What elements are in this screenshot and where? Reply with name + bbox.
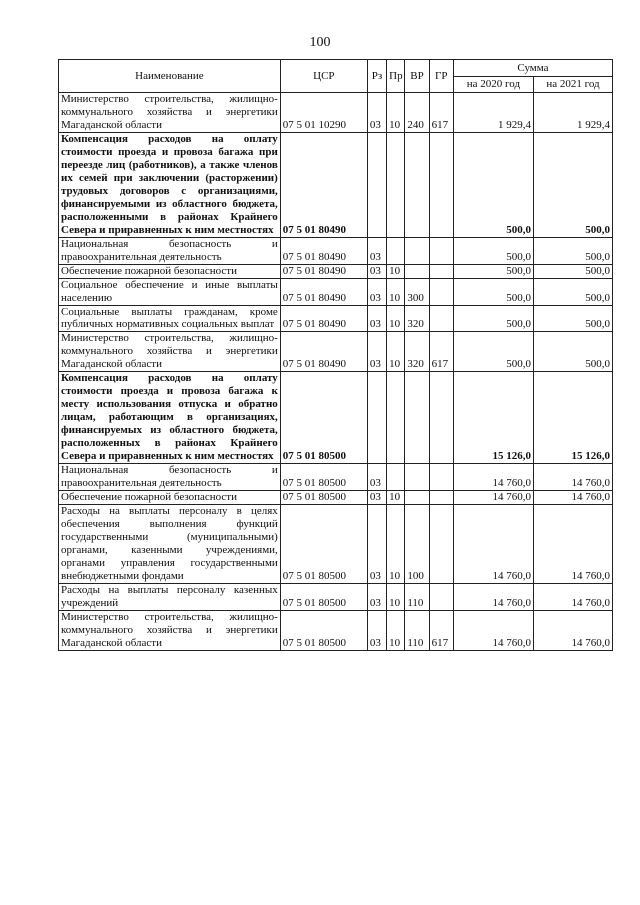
cell-csr: 07 5 01 80490 <box>280 332 367 372</box>
cell-csr: 07 5 01 80490 <box>280 132 367 237</box>
cell-vr: 100 <box>405 505 429 584</box>
cell-name: Социальные выплаты гражданам, кроме публичных нормативных социальных выплат <box>59 305 281 332</box>
cell-vr <box>405 264 429 278</box>
cell-y2021: 14 760,0 <box>533 505 612 584</box>
cell-name: Национальная безопасность и правоохранительная деятельность <box>59 237 281 264</box>
cell-name: Расходы на выплаты персоналу в целях обеспечения выполнения функций государственными (муниципальными) органами, казенными учреждениями, органами управления государственными внебюджетными фондами <box>59 505 281 584</box>
cell-vr <box>405 132 429 237</box>
header-rz: Рз <box>367 60 386 93</box>
cell-y2021: 500,0 <box>533 132 612 237</box>
table-row <box>59 583 613 610</box>
cell-csr: 07 5 01 80490 <box>280 264 367 278</box>
cell-name: Социальное обеспечение и иные выплаты населению <box>59 278 281 305</box>
table-row <box>59 505 613 584</box>
cell-vr: 320 <box>405 332 429 372</box>
cell-csr: 07 5 01 80490 <box>280 278 367 305</box>
header-csr: ЦСР <box>280 60 367 93</box>
cell-y2021: 14 760,0 <box>533 491 612 505</box>
cell-y2021: 15 126,0 <box>533 372 612 464</box>
table-row <box>59 305 613 332</box>
table-row <box>59 278 613 305</box>
cell-y2020: 15 126,0 <box>453 372 533 464</box>
cell-csr: 07 5 01 80500 <box>280 491 367 505</box>
cell-name: Обеспечение пожарной безопасности <box>59 491 281 505</box>
cell-y2020: 500,0 <box>453 278 533 305</box>
table-body <box>59 93 613 651</box>
cell-pr: 10 <box>387 93 405 133</box>
cell-rz: 03 <box>367 464 386 491</box>
cell-rz: 03 <box>367 93 386 133</box>
cell-y2021: 500,0 <box>533 278 612 305</box>
table-row <box>59 332 613 372</box>
cell-rz <box>367 372 386 464</box>
cell-gr <box>429 464 453 491</box>
cell-vr: 110 <box>405 610 429 650</box>
cell-csr: 07 5 01 80500 <box>280 372 367 464</box>
cell-y2020: 14 760,0 <box>453 464 533 491</box>
table-row <box>59 93 613 133</box>
cell-rz: 03 <box>367 505 386 584</box>
cell-pr: 10 <box>387 505 405 584</box>
cell-rz: 03 <box>367 491 386 505</box>
cell-y2020: 500,0 <box>453 132 533 237</box>
cell-name: Расходы на выплаты персоналу казенных учреждений <box>59 583 281 610</box>
cell-gr <box>429 237 453 264</box>
cell-rz <box>367 132 386 237</box>
cell-pr: 10 <box>387 332 405 372</box>
cell-pr: 10 <box>387 491 405 505</box>
cell-pr <box>387 464 405 491</box>
cell-csr: 07 5 01 80490 <box>280 305 367 332</box>
cell-gr <box>429 305 453 332</box>
cell-y2021: 500,0 <box>533 264 612 278</box>
cell-gr <box>429 132 453 237</box>
cell-pr: 10 <box>387 583 405 610</box>
cell-y2020: 14 760,0 <box>453 583 533 610</box>
cell-y2021: 500,0 <box>533 305 612 332</box>
header-sum: Сумма <box>453 60 612 77</box>
cell-pr: 10 <box>387 305 405 332</box>
cell-y2020: 500,0 <box>453 264 533 278</box>
cell-gr <box>429 278 453 305</box>
cell-csr: 07 5 01 80500 <box>280 610 367 650</box>
cell-y2020: 14 760,0 <box>453 610 533 650</box>
cell-name: Министерство строительства, жилищно-коммунального хозяйства и энергетики Магаданской области <box>59 93 281 133</box>
table-row <box>59 132 613 237</box>
header-name: Наименование <box>59 60 281 93</box>
cell-vr: 300 <box>405 278 429 305</box>
cell-vr: 320 <box>405 305 429 332</box>
cell-vr <box>405 372 429 464</box>
cell-name: Компенсация расходов на оплату стоимости проезда и провоза багажа к месту использования отпуска и обратно лицам, работающим в организациях, финансируемых из областного бюджета, расположенных в районах Крайнего Севера и приравненных к ним местностях <box>59 372 281 464</box>
cell-vr <box>405 491 429 505</box>
cell-rz: 03 <box>367 278 386 305</box>
header-2021: на 2021 год <box>533 77 612 93</box>
cell-pr <box>387 372 405 464</box>
cell-y2021: 1 929,4 <box>533 93 612 133</box>
cell-vr: 110 <box>405 583 429 610</box>
cell-pr <box>387 237 405 264</box>
table-row <box>59 464 613 491</box>
cell-csr: 07 5 01 80490 <box>280 237 367 264</box>
cell-csr: 07 5 01 10290 <box>280 93 367 133</box>
cell-name: Национальная безопасность и правоохранительная деятельность <box>59 464 281 491</box>
cell-gr <box>429 372 453 464</box>
cell-pr: 10 <box>387 278 405 305</box>
cell-gr <box>429 491 453 505</box>
cell-name: Компенсация расходов на оплату стоимости проезда и провоза багажа при переезде лиц (работников), а также членов их семей при заключении (расторжении) трудовых договоров с организациями, финансируемыми из областного бюджета, расположенными в районах Крайнего Севера и приравненных к ним местностях <box>59 132 281 237</box>
cell-rz: 03 <box>367 332 386 372</box>
cell-y2020: 500,0 <box>453 237 533 264</box>
cell-gr: 617 <box>429 93 453 133</box>
table-row <box>59 372 613 464</box>
budget-table <box>58 59 613 651</box>
cell-y2020: 500,0 <box>453 332 533 372</box>
cell-name: Обеспечение пожарной безопасности <box>59 264 281 278</box>
table-row <box>59 491 613 505</box>
cell-rz: 03 <box>367 610 386 650</box>
cell-y2021: 14 760,0 <box>533 583 612 610</box>
table-row <box>59 237 613 264</box>
cell-rz: 03 <box>367 264 386 278</box>
cell-y2021: 14 760,0 <box>533 610 612 650</box>
table-row <box>59 264 613 278</box>
cell-pr <box>387 132 405 237</box>
cell-y2021: 14 760,0 <box>533 464 612 491</box>
header-2020: на 2020 год <box>453 77 533 93</box>
cell-rz: 03 <box>367 305 386 332</box>
cell-y2020: 500,0 <box>453 305 533 332</box>
cell-y2020: 14 760,0 <box>453 505 533 584</box>
cell-rz: 03 <box>367 237 386 264</box>
cell-name: Министерство строительства, жилищно-коммунального хозяйства и энергетики Магаданской области <box>59 610 281 650</box>
page-number: 100 <box>309 35 331 50</box>
cell-gr <box>429 264 453 278</box>
cell-y2020: 14 760,0 <box>453 491 533 505</box>
cell-name: Министерство строительства, жилищно-коммунального хозяйства и энергетики Магаданской области <box>59 332 281 372</box>
cell-y2020: 1 929,4 <box>453 93 533 133</box>
cell-vr <box>405 237 429 264</box>
cell-csr: 07 5 01 80500 <box>280 464 367 491</box>
cell-pr: 10 <box>387 264 405 278</box>
cell-y2021: 500,0 <box>533 332 612 372</box>
cell-pr: 10 <box>387 610 405 650</box>
cell-gr <box>429 583 453 610</box>
cell-y2021: 500,0 <box>533 237 612 264</box>
cell-vr <box>405 464 429 491</box>
cell-csr: 07 5 01 80500 <box>280 583 367 610</box>
cell-csr: 07 5 01 80500 <box>280 505 367 584</box>
header-gr: ГР <box>429 60 453 93</box>
cell-gr <box>429 505 453 584</box>
header-vr: ВР <box>405 60 429 93</box>
cell-rz: 03 <box>367 583 386 610</box>
cell-gr: 617 <box>429 332 453 372</box>
table-row <box>59 610 613 650</box>
header-pr: Пр <box>387 60 405 93</box>
cell-vr: 240 <box>405 93 429 133</box>
cell-gr: 617 <box>429 610 453 650</box>
